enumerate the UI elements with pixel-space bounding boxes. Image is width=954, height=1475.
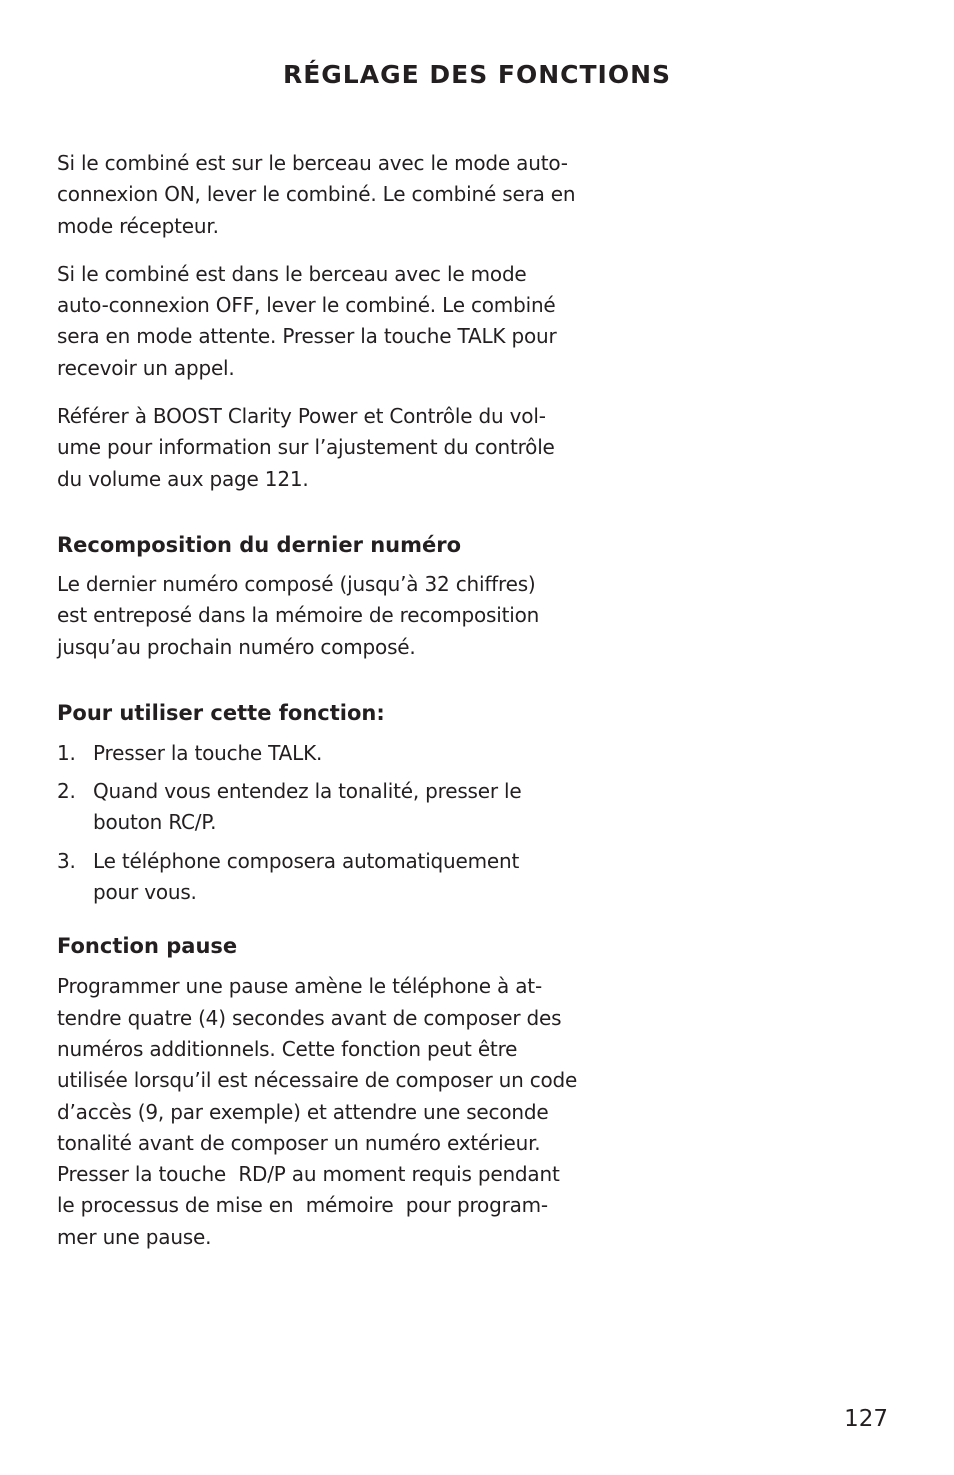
pause-paragraph	[57, 971, 597, 1253]
section-heading-howto: Pour utiliser cette fonction:	[57, 700, 385, 725]
text-line: jusqu’au prochain numéro composé.	[57, 634, 416, 659]
intro-paragraph-3	[57, 401, 597, 495]
page-title: RÉGLAGE DES FONCTIONS	[282, 60, 672, 89]
text-line: recevoir un appel.	[57, 355, 235, 380]
text-line: sera en mode attente. Presser la touche TALK pour	[57, 324, 557, 349]
text-line: Référer à BOOST Clarity Power et Contrôle du vol-	[57, 404, 546, 429]
intro-paragraph-2	[57, 259, 597, 384]
text-line: tonalité avant de composer un numéro extérieur.	[57, 1130, 541, 1155]
text-line: bouton RC/P.	[93, 810, 217, 835]
text-line: connexion ON, lever le combiné. Le combiné sera en	[57, 182, 576, 207]
list-item	[57, 846, 597, 909]
text-line: est entreposé dans la mémoire de recomposition	[57, 603, 540, 628]
step-number: 3.	[57, 848, 76, 873]
page-number: 127	[844, 1406, 888, 1432]
text-line: mer une pause.	[57, 1224, 212, 1249]
text-line: utilisée lorsqu’il est nécessaire de composer un code	[57, 1068, 578, 1093]
text-line: Si le combiné est dans le berceau avec le mode	[57, 261, 527, 286]
text-line: du volume aux page 121.	[57, 466, 309, 491]
intro-paragraph-1	[57, 148, 597, 242]
text-line: Le dernier numéro composé (jusqu’à 32 chiffres)	[57, 571, 536, 596]
text-line: Le téléphone composera automatiquement	[93, 848, 520, 873]
text-line: mode récepteur.	[57, 213, 219, 238]
text-line: Quand vous entendez la tonalité, presser le	[93, 779, 522, 804]
list-item	[57, 738, 597, 769]
text-line: ume pour information sur l’ajustement du contrôle	[57, 435, 555, 460]
text-line: numéros additionnels. Cette fonction peut être	[57, 1036, 518, 1061]
redial-paragraph	[57, 569, 597, 663]
text-line: Programmer une pause amène le téléphone à at-	[57, 974, 542, 999]
step-number: 1.	[57, 740, 76, 765]
step-number: 2.	[57, 779, 76, 804]
text-line: Si le combiné est sur le berceau avec le mode auto-	[57, 151, 568, 175]
page-content	[57, 148, 597, 1270]
section-heading-pause: Fonction pause	[57, 934, 238, 959]
text-line: pour vous.	[93, 880, 197, 905]
text-line: le processus de mise en mémoire pour program-	[57, 1193, 548, 1218]
steps-list	[57, 738, 597, 908]
text-line: Presser la touche TALK.	[93, 740, 323, 765]
text-line: tendre quatre (4) secondes avant de composer des	[57, 1005, 562, 1030]
text-line: Presser la touche RD/P au moment requis pendant	[57, 1162, 560, 1187]
text-line: d’accès (9, par exemple) et attendre une seconde	[57, 1099, 549, 1124]
section-heading-redial: Recomposition du dernier numéro	[57, 532, 462, 557]
list-item	[57, 776, 597, 839]
text-line: auto-connexion OFF, lever le combiné. Le combiné	[57, 293, 556, 318]
